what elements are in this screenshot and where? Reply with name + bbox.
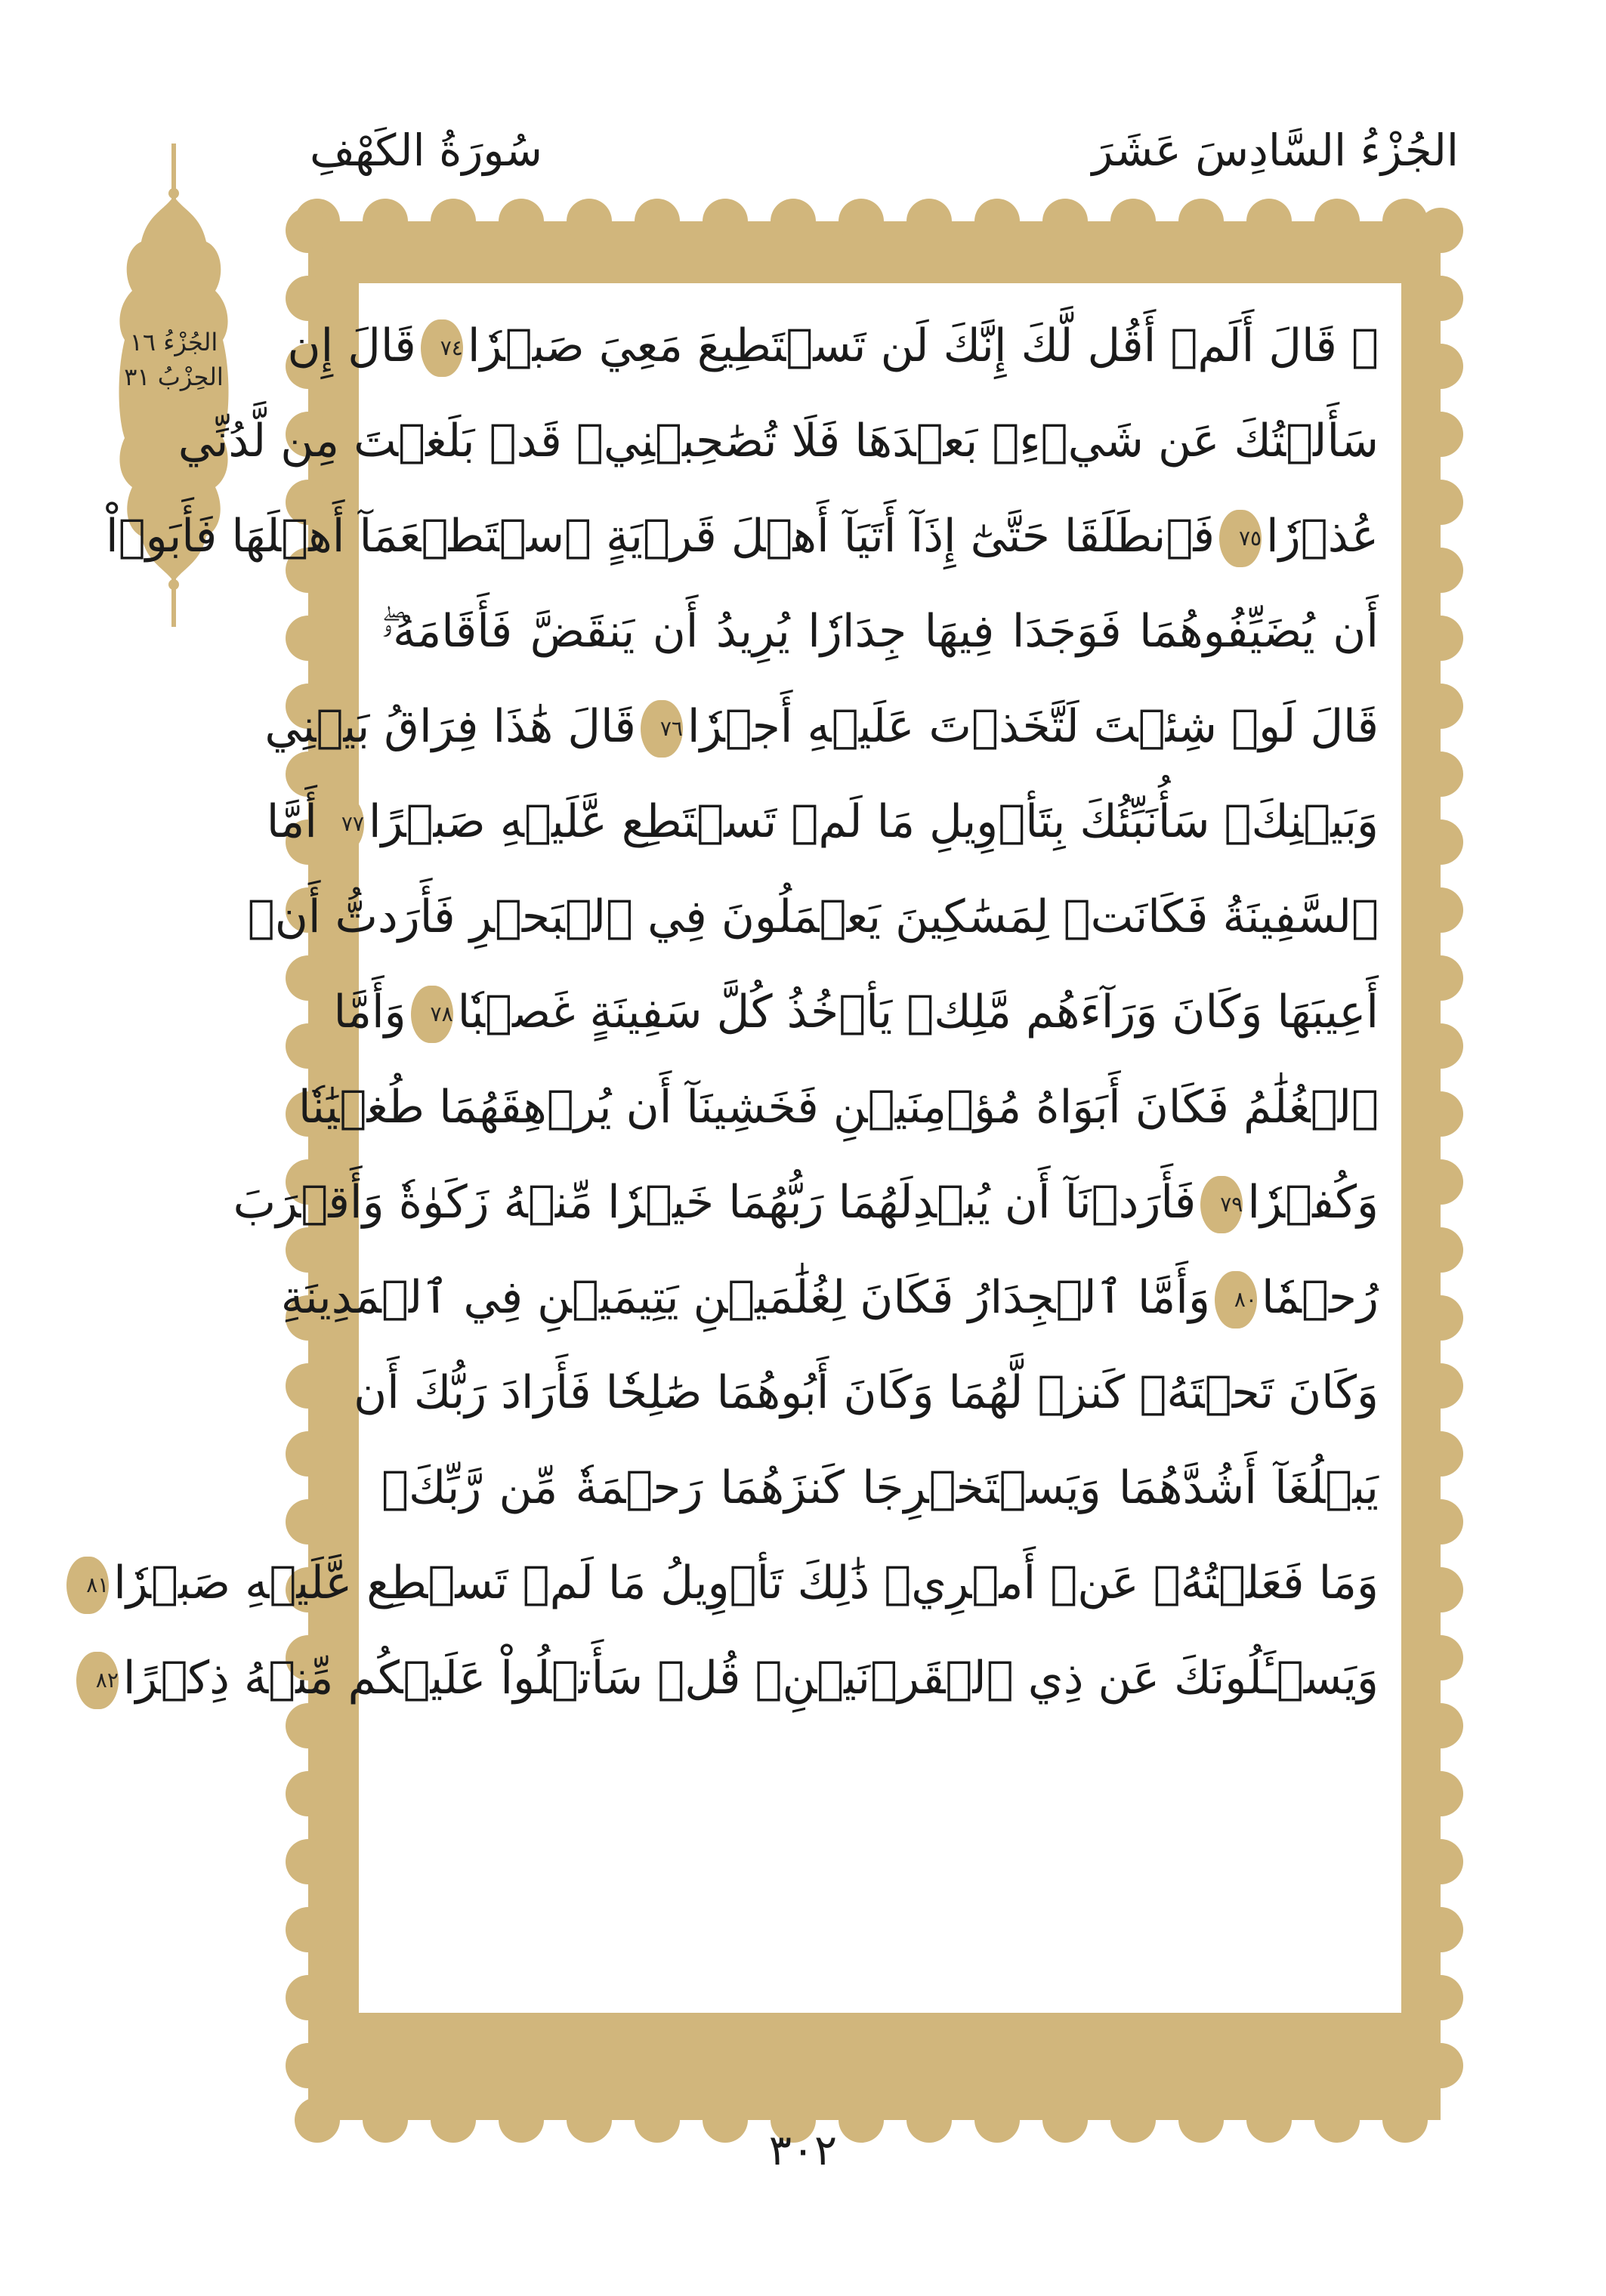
line-text: ۞ قَالَ أَلَمۡ أَقُل لَّكَ إِنَّكَ لَن تَسۡتَطِيعَ مَعِيَ صَبۡرٗا: [467, 319, 1379, 372]
line-text: وَبَيۡنِكَۚ سَأُنَبِّئُكَ بِتَأۡوِيلِ مَا لَمۡ تَسۡتَطِع عَّلَيۡهِ صَبۡرًا: [368, 795, 1379, 848]
line-text-continued: وَأَمَّا: [333, 986, 406, 1038]
line-text: رُحۡمٗا: [1261, 1271, 1379, 1324]
text-line: [381, 1440, 1379, 1535]
line-text-continued: فَأَرَدۡنَآ أَن يُبۡدِلَهُمَا رَبُّهُمَا خَيۡرٗا مِّنۡهُ زَكَوٰةٗ وَأَقۡرَبَ: [233, 1176, 1197, 1229]
line-text: ٱلسَّفِينَةُ فَكَانَتۡ لِمَسَٰكِينَ يَعۡمَلُونَ فِي ٱلۡبَحۡرِ فَأَرَدتُّ أَنۡ: [247, 890, 1379, 943]
line-text-continued: وَأَمَّا ٱلۡجِدَارُ فَكَانَ لِغُلَٰمَيۡنِ يَتِيمَيۡنِ فِي ٱلۡمَدِينَةِ: [280, 1271, 1210, 1324]
line-text: قَالَ لَوۡ شِئۡتَ لَتَّخَذۡتَ عَلَيۡهِ أَجۡرٗا: [687, 700, 1379, 753]
juz-title: الجُزْءُ السَّادِسَ عَشَرَ: [1092, 125, 1459, 176]
line-text: أَن يُضَيِّفُوهُمَا فَوَجَدَا فِيهَا جِدَارٗا يُرِيدُ أَن يَنقَضَّ فَأَقَامَهُۥۖ: [381, 605, 1379, 658]
page-number: ٣٠٢: [768, 2126, 838, 2175]
text-line: [333, 964, 1379, 1060]
line-text: يَبۡلُغَآ أَشُدَّهُمَا وَيَسۡتَخۡرِجَا كَنزَهُمَا رَحۡمَةٗ مِّن رَّبِّكَۚ: [381, 1461, 1379, 1514]
text-line: [105, 489, 1379, 584]
text-line: [86, 1535, 1379, 1631]
text-line: [354, 1345, 1379, 1440]
text-line: [266, 774, 1379, 869]
ayah-number-marker: ٧٧: [322, 795, 364, 853]
text-line: [280, 1250, 1379, 1345]
line-text: ٱلۡغُلَٰمُ فَكَانَ أَبَوَاهُ مُؤۡمِنَيۡنِ فَخَشِينَآ أَن يُرۡهِقَهُمَا طُغۡيَٰنٗا: [298, 1081, 1379, 1134]
line-text: وَمَا فَعَلۡتُهُۥ عَنۡ أَمۡرِيۚ ذَٰلِكَ تَأۡوِيلُ مَا لَمۡ تَسۡطِع عَّلَيۡهِ صَبۡرٗا: [113, 1557, 1379, 1609]
line-text: وَكَانَ تَحۡتَهُۥ كَنزٞ لَّهُمَا وَكَانَ أَبُوهُمَا صَٰلِحٗا فَأَرَادَ رَبُّكَ أَن: [354, 1366, 1379, 1419]
line-text: وَكُفۡرٗا: [1247, 1176, 1379, 1229]
text-line: [298, 1060, 1379, 1155]
juz-label: الجُزْءُ ١٦: [129, 328, 218, 356]
line-text-continued: فَٱنطَلَقَا حَتَّىٰٓ إِذَآ أَتَيَآ أَهۡلَ قَرۡيَةٍ ٱسۡتَطۡعَمَآ أَهۡلَهَا فَأَبَوۡاْ: [105, 510, 1215, 563]
text-line: [247, 869, 1379, 964]
ayah-number-marker: ٧٤: [421, 319, 463, 377]
ayah-number-marker: ٧٩: [1200, 1176, 1243, 1233]
ayah-number-marker: ٧٦: [641, 700, 683, 758]
ayah-number-marker: ٧٥: [1219, 510, 1262, 567]
text-line: [233, 1155, 1379, 1250]
line-text-continued: قَالَ هَٰذَا فِرَاقُ بَيۡنِي: [264, 700, 636, 753]
text-line: [287, 298, 1379, 393]
text-line: [178, 393, 1379, 489]
line-text: سَأَلۡتُكَ عَن شَيۡءِۭ بَعۡدَهَا فَلَا تُصَٰحِبۡنِيۖ قَدۡ بَلَغۡتَ مِن لَّدُنِّي: [178, 415, 1379, 468]
line-text: أَعِيبَهَا وَكَانَ وَرَآءَهُم مَّلِكٞ يَأۡخُذُ كُلَّ سَفِينَةٍ غَصۡبٗا: [457, 986, 1379, 1038]
text-line: [264, 679, 1379, 774]
line-text: وَيَسۡـَٔلُونَكَ عَن ذِي ٱلۡقَرۡنَيۡنِۖ قُلۡ سَأَتۡلُواْ عَلَيۡكُم مِّنۡهُ ذِكۡرًا: [122, 1652, 1379, 1705]
ayah-number-marker: ٨٠: [1215, 1271, 1257, 1329]
ayah-number-marker: ٧٨: [411, 986, 453, 1043]
ayah-number-marker: ٨٢: [76, 1652, 119, 1709]
line-text-continued: قَالَ إِن: [287, 319, 416, 372]
line-text: عُذۡرٗا: [1266, 510, 1379, 563]
text-line: [95, 1631, 1379, 1726]
line-text-continued: أَمَّا: [266, 795, 317, 848]
ayah-number-marker: ٨١: [66, 1557, 109, 1614]
juz-hizb-label: [117, 325, 230, 394]
hizb-label: الحِزْبُ ٣١: [124, 363, 224, 391]
text-line: [381, 584, 1379, 679]
surah-title: سُورَةُ الكَهْفِ: [310, 125, 542, 176]
